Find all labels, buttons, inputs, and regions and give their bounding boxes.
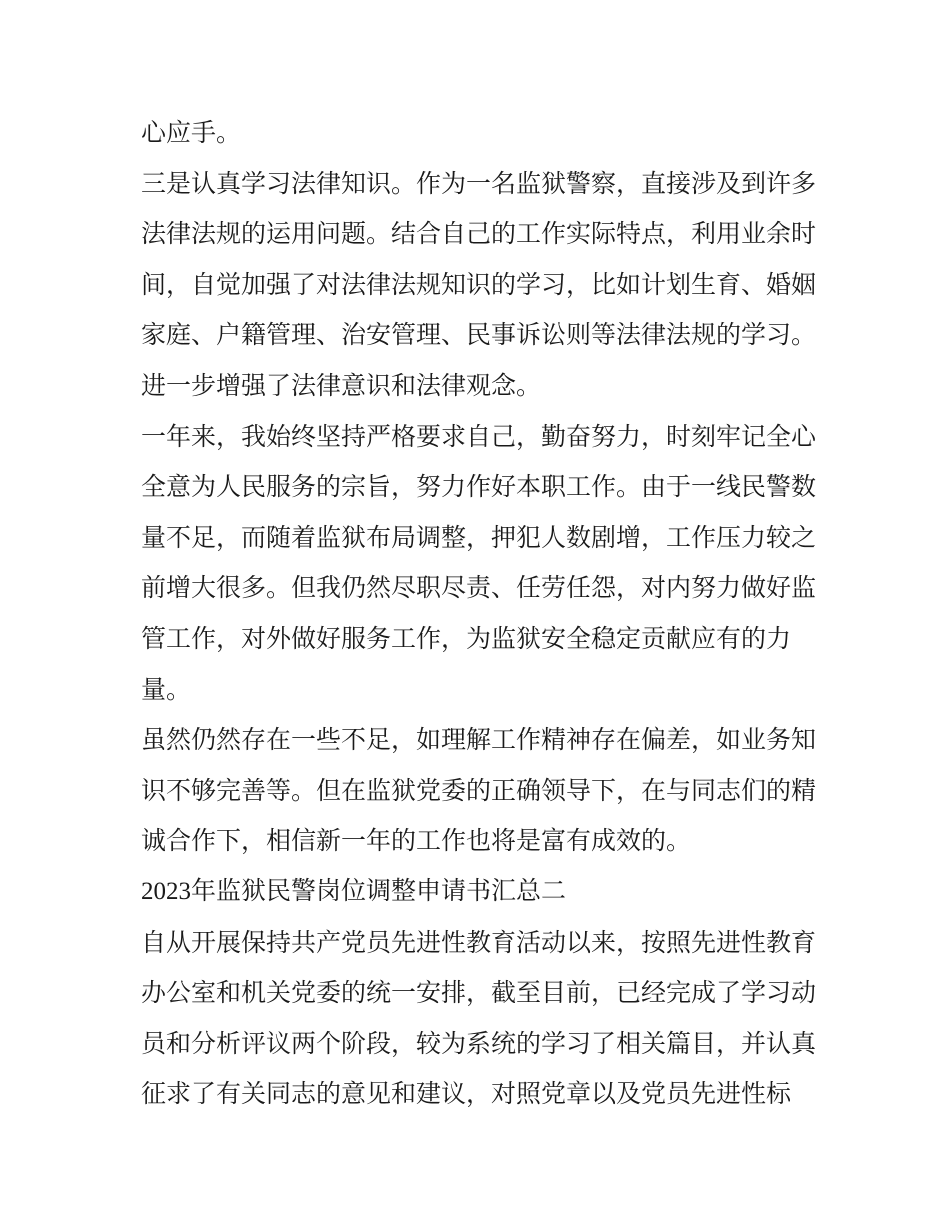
text-line: 家庭、户籍管理、治安管理、民事诉讼则等法律法规的学习。 — [141, 320, 817, 350]
text-line: 自从开展保持共产党员先进性教育活动以来，按照先进性教育 — [141, 927, 817, 957]
text-line: 法律法规的运用问题。结合自己的工作实际特点，利用业余时 — [141, 219, 817, 249]
text-line: 三是认真学习法律知识。作为一名监狱警察，直接涉及到许多 — [141, 168, 817, 198]
text-line: 前增大很多。但我仍然尽职尽责、任劳任怨，对内努力做好监 — [141, 573, 817, 603]
text-line: 征求了有关同志的意见和建议，对照党章以及党员先进性标 — [141, 1079, 792, 1109]
text-line: 量。 — [141, 674, 192, 704]
section-heading: 2023年监狱民警岗位调整申请书汇总二 — [141, 877, 567, 905]
text-line: 员和分析评议两个阶段，较为系统的学习了相关篇目，并认真 — [141, 1028, 817, 1058]
text-line: 虽然仍然存在一些不足，如理解工作精神存在偏差，如业务知 — [141, 725, 817, 755]
text-line: 识不够完善等。但在监狱党委的正确领导下，在与同志们的精 — [141, 775, 817, 805]
text-line: 进一步增强了法律意识和法律观念。 — [141, 370, 542, 400]
text-line: 办公室和机关党委的统一安排，截至目前，已经完成了学习动 — [141, 978, 817, 1008]
text-line: 诚合作下，相信新一年的工作也将是富有成效的。 — [141, 826, 692, 856]
text-line: 量不足，而随着监狱布局调整，押犯人数剧增，工作压力较之 — [141, 522, 817, 552]
text-line: 全意为人民服务的宗旨，努力作好本职工作。由于一线民警数 — [141, 472, 817, 502]
text-line: 一年来，我始终坚持严格要求自己，勤奋努力，时刻牢记全心 — [141, 421, 817, 451]
document-body — [141, 108, 821, 1120]
text-line: 间，自觉加强了对法律法规知识的学习，比如计划生育、婚姻 — [141, 269, 817, 299]
text-line: 管工作，对外做好服务工作，为监狱安全稳定贡献应有的力 — [141, 623, 792, 653]
text-line: 心应手。 — [141, 118, 242, 147]
